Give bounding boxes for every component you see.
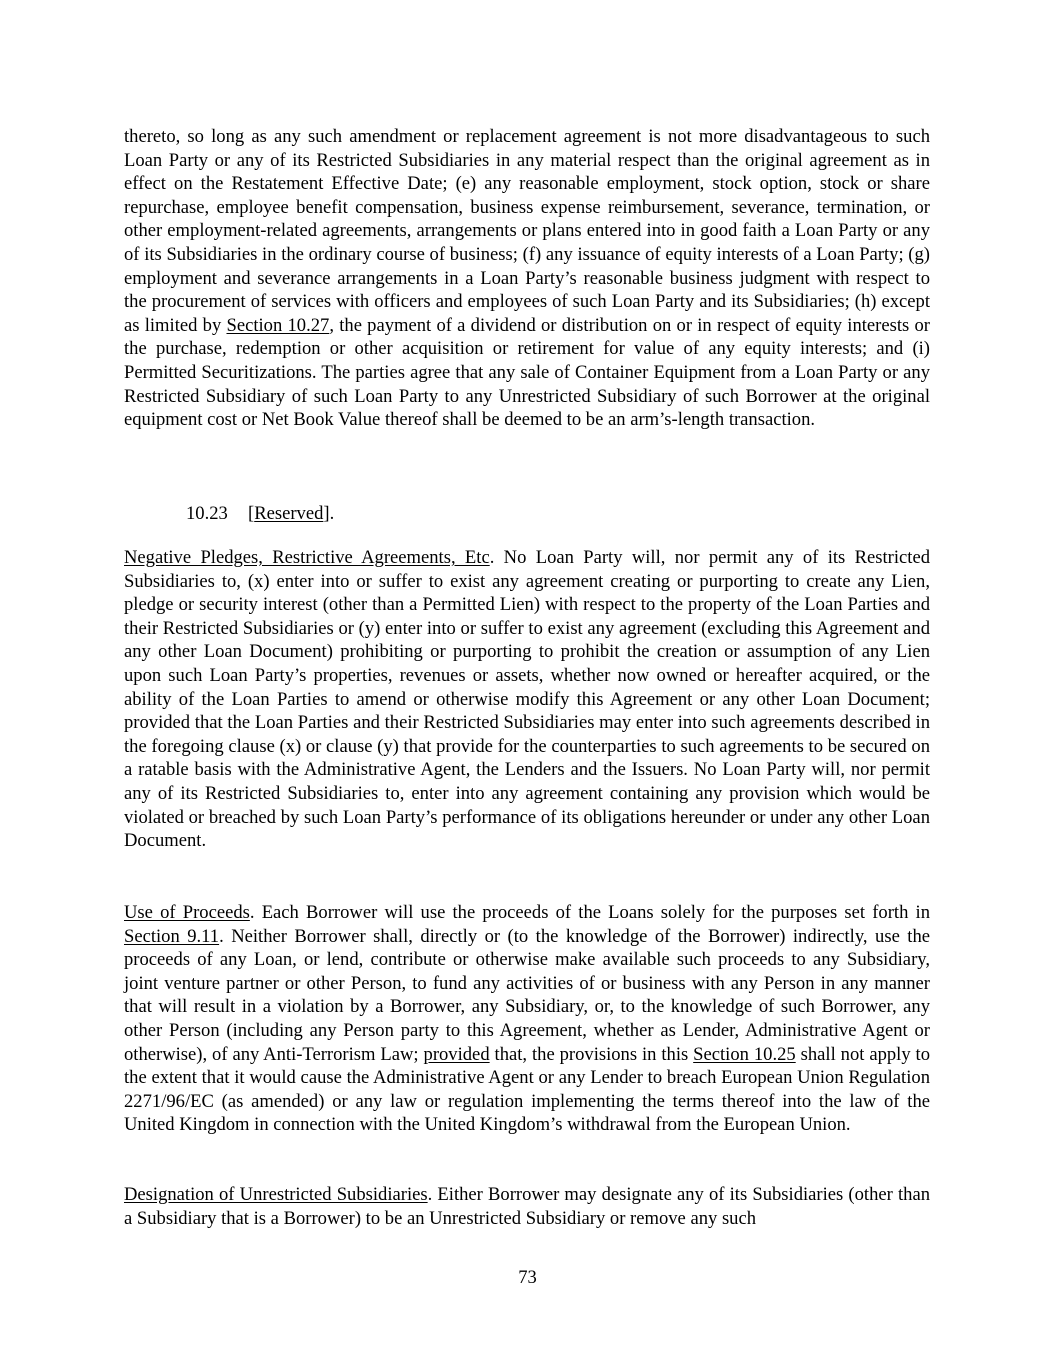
section-heading-designation-unrestricted-subsidiaries: Designation of Unrestricted Subsidiaries [124,1184,428,1205]
provided-term: provided [423,1043,490,1065]
bracket-open: [ [248,503,255,524]
bracket-close: ]. [323,503,335,524]
paragraph-text: . Each Borrower will use the proceeds of the Loans solely for the purposes set forth in [249,902,930,923]
paragraph-text: thereto, so long as any such amendment or replacement agreement is not more disadvantageous to such Loan Party or any of its Restricted Subsidiaries in any material respect than the original agreement as in effect on the Restatement Effective Date; (e) any reasonable employment, stock option, stock or share repurchase, employee benefit compensation, business expense reimbursement, severance, termination, or other employment-related agreements, arrangements or plans entered into in good faith a Loan Party or any of its Subsidiaries in the ordinary course of business; (f) any issuance of equity interests of a Loan Party; (g) employment and severance arrangements in a Loan Party’s reasonable business judgment with respect to the procurement of services with officers and employees of such Loan Party and its Subsidiaries; (h) except as limited by [124,126,930,336]
section-reference-10-25: Section 10.25 [693,1043,796,1065]
paragraph-designation-unrestricted-subsidiaries [124,1183,930,1230]
paragraph-negative-pledges [124,546,930,853]
section-heading-negative-pledges: Negative Pledges, Restrictive Agreements, Etc [124,547,490,568]
section-reference-9-11: Section 9.11 [124,925,220,947]
section-reference-10-27: Section 10.27 [226,314,330,336]
paragraph-text: shall not apply to the extent that it would cause the Administrative Agent or any Lender to breach European Union Regulation 2271/96/EC (as amended) or any law or regulation implementing the terms thereof into the law of the United Kingdom in connection with the United Kingdom’s withdrawal from the European Union. [124,1043,931,1136]
paragraph-text: . Either Borrower may designate any of its Subsidiaries (other than a Subsidiary that is a Borrower) to be an Unrestricted Subsidiary or remove any such [124,1184,930,1229]
paragraph-use-of-proceeds [124,901,930,1137]
paragraph-text: . Neither Borrower shall, directly or (to the knowledge of the Borrower) indirectly, use the proceeds of any Loan, or lend, contribute or otherwise make available such proceeds to any Subsidiary, joint venture partner or other Person, to fund any activities of or business with any Person in any manner that will result in a violation by a Borrower, any Subsidiary, or, to the knowledge of such Borrower, any other Person (including any Person party to this Agreement, whether as Lender, Administrative Agent or otherwise), of any Anti-Terrorism Law; [124,925,930,1065]
section-title-reserved: Reserved [254,503,324,524]
page-number: 73 [518,1267,537,1288]
section-10-23-heading [186,502,334,526]
paragraph-text: . No Loan Party will, nor permit any of its Restricted Subsidiaries to, (x) enter into or suffer to exist any agreement creating or purporting to create any Lien, pledge or security interest (other than a Permitted Lien) with respect to the property of the Loan Parties and their Restricted Subsidiaries or (y) enter into or suffer to exist any agreement (excluding this Agreement and any other Loan Document) prohibiting or purporting to prohibit the creation or assumption of any Lien upon such Loan Party’s properties, revenues or assets, whether now owned or hereafter acquired, or the ability of the Loan Parties to amend or otherwise modify this Agreement or any other Loan Document; provided that the Loan Parties and their Restricted Subsidiaries may enter into such agreements described in the foregoing clause (x) or clause (y) that provide for the counterparties to such agreements to be secured on a ratable basis with the Administrative Agent, the Lenders and the Issuers. No Loan Party will, nor permit any of its Restricted Subsidiaries to, enter into any agreement containing any provision which would be violated or breached by such Loan Party’s performance of its obligations hereunder or under any other Loan Document. [124,547,930,852]
paragraph-text: , the payment of a dividend or distribution on or in respect of equity interests or the purchase, redemption or other acquisition or retirement for value of any equity interests; and (i) Permitted Securitizations. The parties agree that any sale of Container Equipment from a Loan Party or any Restricted Subsidiary of such Loan Party to any Unrestricted Subsidiary of such Borrower at the original equipment cost or Net Book Value thereof shall be deemed to be an arm’s-length transaction. [124,314,930,431]
section-heading-use-of-proceeds: Use of Proceeds [124,902,250,923]
paragraph-transactions-with-affiliates-continued [124,125,930,432]
section-number: 10.23 [186,503,228,524]
paragraph-text: that, the provisions in this [489,1043,694,1065]
